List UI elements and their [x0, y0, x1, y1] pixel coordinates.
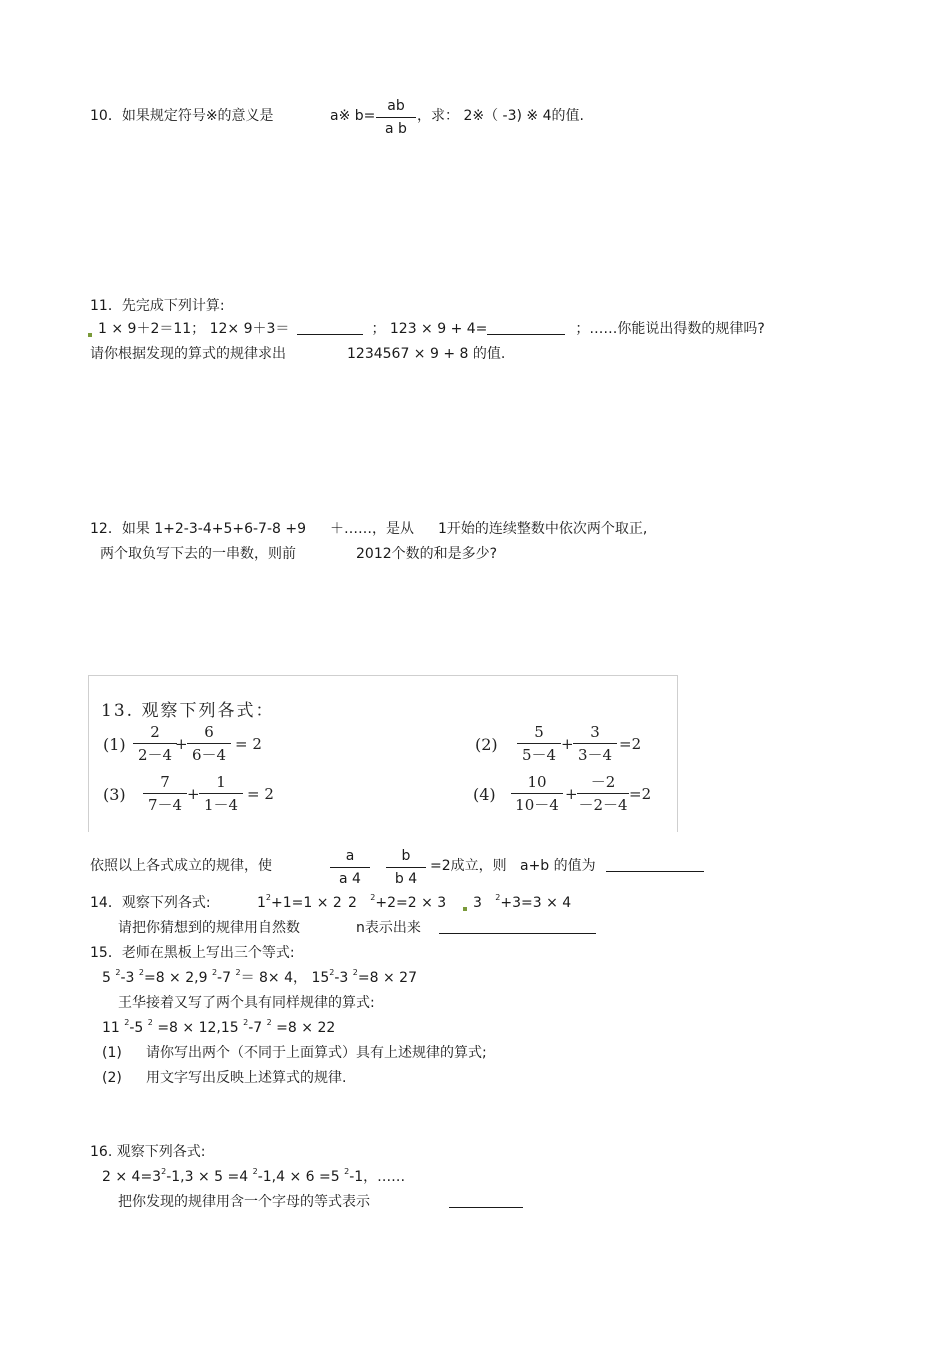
- q13-rule-b: =2成立，则: [430, 858, 507, 874]
- q11-line2-a: 请你根据发现的算式的规律求出: [90, 346, 286, 362]
- numerator: 7: [160, 773, 170, 791]
- numerator: 10: [527, 773, 547, 791]
- answer-blank[interactable]: [449, 1193, 523, 1208]
- term: ＝ 8× 4， 15: [240, 970, 330, 986]
- bullet-mark: [88, 333, 92, 337]
- exponent: 2: [115, 968, 121, 977]
- term: -3: [120, 970, 139, 986]
- q13-title: 13. 观察下列各式：: [101, 701, 275, 721]
- q14-line2-a: 请把你猜想到的规律用自然数: [118, 920, 300, 936]
- q14-answer-line[interactable]: [439, 919, 596, 937]
- denominator: 10－4: [515, 796, 559, 814]
- q10-text: 10．如果规定符号※的意义是: [90, 108, 274, 124]
- q15-sub2-text: 用文字写出反映上述算式的规律.: [146, 1070, 347, 1086]
- q13-item4-frac1: [511, 773, 563, 814]
- q11-line1-a: 1 × 9＋2＝11； 12× 9＋3＝: [98, 321, 290, 337]
- answer-blank[interactable]: [439, 919, 596, 934]
- exponent: 2: [161, 1167, 167, 1176]
- q12-line1-a: 12．如果 1+2-3-4+5+6-7-8 +9: [90, 521, 307, 537]
- fraction-bar: [376, 117, 416, 118]
- denominator: 3－4: [577, 746, 613, 764]
- exponent: 2: [370, 893, 376, 902]
- q16-answer-line[interactable]: [449, 1193, 523, 1211]
- q13-item2-frac1: [517, 723, 561, 764]
- q11-line1-c: ；……你能说出得数的规律吗?: [575, 321, 765, 337]
- rest: +3=3 × 4: [500, 895, 572, 911]
- exponent: 2: [495, 893, 501, 902]
- q15-title: 15．老师在黑板上写出三个等式:: [90, 945, 295, 961]
- base: 3: [473, 895, 482, 911]
- plus-sign: +: [187, 785, 200, 803]
- q13-item2-eq: =2: [619, 735, 642, 753]
- answer-blank[interactable]: [606, 857, 704, 872]
- q13-fraction-a: [330, 847, 370, 888]
- numerator: －2: [590, 773, 616, 791]
- q13-item3-label: (3): [103, 785, 126, 804]
- q10-numerator: ab: [387, 98, 405, 114]
- exponent: 2: [124, 1018, 130, 1027]
- q13-image: [88, 675, 678, 832]
- denominator: 7－4: [147, 796, 183, 814]
- denominator: 2－4: [137, 746, 173, 764]
- q16-line1: [102, 1168, 405, 1186]
- numerator: a: [345, 848, 355, 864]
- denominator: 6－4: [191, 746, 227, 764]
- numerator: b: [401, 848, 411, 864]
- q13-item2-label: (2): [475, 735, 498, 754]
- q14-expr2: [348, 894, 446, 912]
- q13-item1-frac2: [187, 723, 231, 764]
- q16-title: 16. 观察下列各式:: [90, 1144, 206, 1160]
- exponent: 2: [344, 1167, 350, 1176]
- numerator: 6: [204, 723, 214, 741]
- term: 5: [102, 970, 116, 986]
- numerator: 5: [534, 723, 544, 741]
- exponent: 2: [243, 1018, 249, 1027]
- numerator: 2: [150, 723, 160, 741]
- term: =8 × 2,9: [143, 970, 212, 986]
- plus-sign: +: [561, 735, 574, 753]
- q12-line2-a: 两个取负写下去的一串数，则前: [100, 546, 296, 562]
- q11-title: 11．先完成下列计算:: [90, 298, 225, 314]
- q13-answer-line[interactable]: [606, 857, 704, 875]
- q10-tail: ，求： 2※（ -3) ※ 4的值.: [417, 108, 584, 124]
- term: -1,4 × 6 =5: [257, 1169, 345, 1185]
- exponent: 2: [266, 1018, 272, 1027]
- q12-line1-b: ＋……，是从: [330, 521, 414, 537]
- q13-item1-eq: = 2: [235, 735, 262, 753]
- denominator: 5－4: [521, 746, 557, 764]
- fraction-bar: [386, 867, 426, 868]
- rest: +2=2 × 3: [375, 895, 447, 911]
- term: =8 × 12,15: [152, 1020, 244, 1036]
- denominator: b 4: [394, 871, 418, 887]
- term: 2 × 4=3: [102, 1169, 162, 1185]
- term: -3: [334, 970, 353, 986]
- term: -7: [248, 1020, 267, 1036]
- plus-sign: +: [565, 785, 578, 803]
- q13-item1-frac1: [133, 723, 177, 764]
- term: =8 × 27: [357, 970, 417, 986]
- q15-line3: [102, 1019, 335, 1037]
- q13-item3-frac2: [199, 773, 243, 814]
- term: -5: [129, 1020, 148, 1036]
- q11-line1-b: ； 123 × 9 + 4=: [371, 321, 488, 337]
- base: 2: [348, 895, 357, 911]
- exponent: 2: [235, 968, 241, 977]
- q11-line2-b: 1234567 × 9 + 8 的值.: [347, 346, 506, 362]
- q16-line2: 把你发现的规律用含一个字母的等式表示: [118, 1194, 370, 1210]
- q12-line2-b: 2012个数的和是多少?: [356, 546, 498, 562]
- denominator: －2－4: [578, 796, 628, 814]
- q13-item4-eq: =2: [629, 785, 652, 803]
- q13-item2-frac2: [573, 723, 617, 764]
- q13-item1-label: (1): [103, 735, 126, 754]
- term: =8 × 22: [271, 1020, 336, 1036]
- term: -1，……: [349, 1169, 406, 1185]
- exponent: 2: [252, 1167, 258, 1176]
- q12-line1-c: 1开始的连续整数中依次两个取正,: [438, 521, 648, 537]
- base: 1: [257, 895, 266, 911]
- exponent: 2: [265, 893, 272, 902]
- q13-rule-a: 依照以上各式成立的规律，使: [90, 858, 272, 874]
- q15-sub1-label: (1): [102, 1045, 122, 1061]
- q14-line2-b: n表示出来: [356, 920, 421, 936]
- exponent: 2: [211, 968, 218, 977]
- q14-title: 14．观察下列各式:: [90, 895, 211, 911]
- q14-expr3: [463, 894, 571, 912]
- q15-sub1-text: 请你写出两个（不同于上面算式）具有上述规律的算式;: [146, 1045, 487, 1061]
- q15-line2: 王华接着又写了两个具有同样规律的算式:: [118, 995, 375, 1011]
- q13-item3-frac1: [143, 773, 187, 814]
- term: -1,3 × 5 =4: [166, 1169, 253, 1185]
- q10-denominator: a b: [385, 121, 407, 137]
- q13-item4-frac2: [577, 773, 629, 814]
- exponent: 2: [147, 1018, 153, 1027]
- q15-line1: [102, 969, 417, 987]
- q10-lhs: a※ b=: [330, 108, 376, 124]
- numerator: 1: [216, 773, 226, 791]
- term: 11: [102, 1020, 125, 1036]
- plus-sign: +: [175, 735, 188, 753]
- numerator: 3: [590, 723, 600, 741]
- exponent: 2: [329, 968, 335, 977]
- q10-fraction: [376, 97, 416, 138]
- q13-fraction-b: [386, 847, 426, 888]
- rest: +1=1 × 2: [271, 895, 342, 911]
- fraction-bar: [330, 867, 370, 868]
- bullet-mark: [463, 907, 467, 911]
- answer-blank[interactable]: [297, 320, 363, 335]
- exponent: 2: [352, 968, 358, 977]
- q13-item4-label: (4): [473, 785, 496, 804]
- q14-expr1: [257, 894, 342, 912]
- answer-blank[interactable]: [487, 320, 565, 335]
- q13-item3-eq: = 2: [247, 785, 274, 803]
- q15-sub2-label: (2): [102, 1070, 122, 1086]
- q11-line1: [88, 320, 765, 338]
- q13-rule-c: a+b 的值为: [520, 858, 596, 874]
- denominator: a 4: [339, 871, 361, 887]
- term: -7: [217, 970, 236, 986]
- denominator: 1－4: [203, 796, 239, 814]
- exponent: 2: [138, 968, 144, 977]
